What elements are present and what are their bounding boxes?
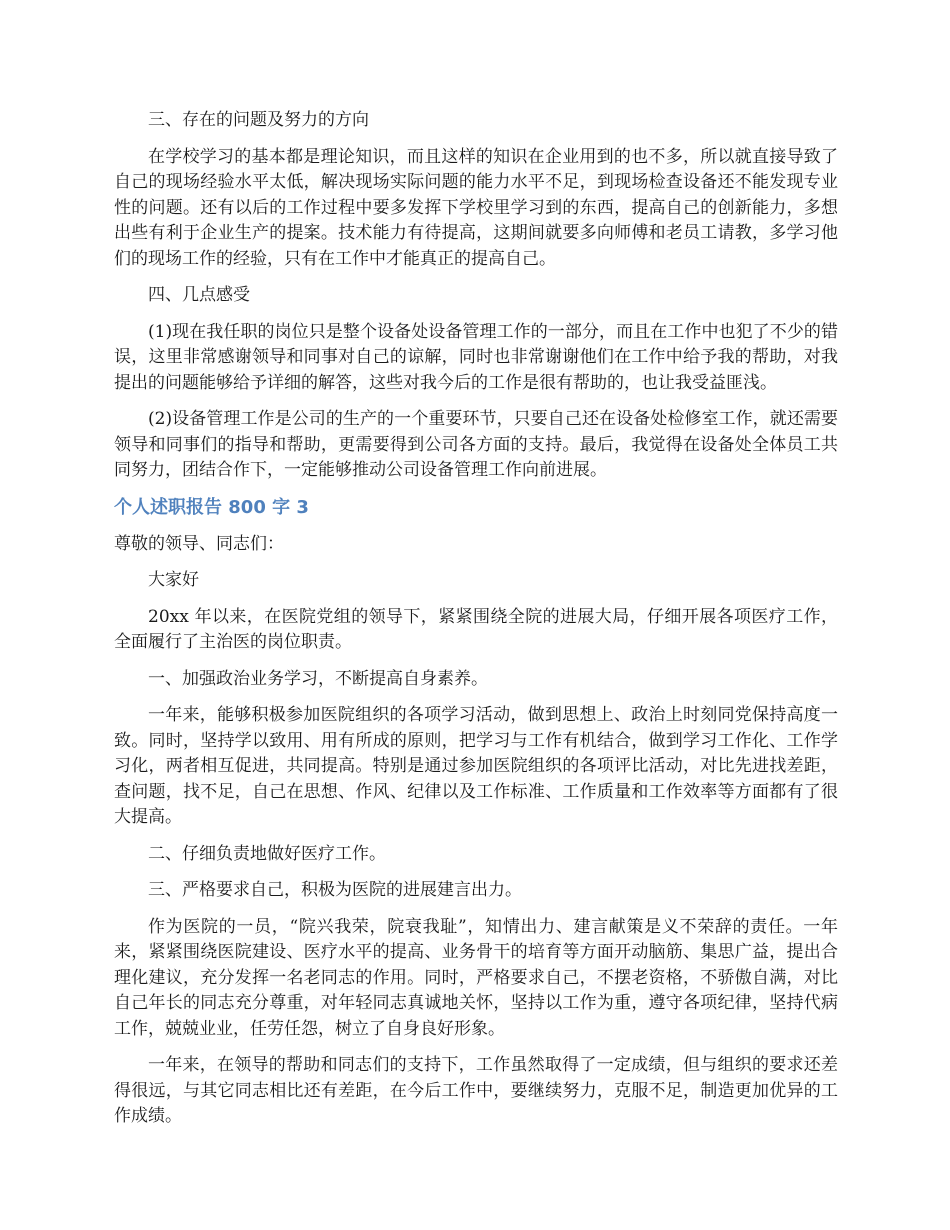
paragraph-feeling-1: (1)现在我任职的岗位只是整个设备处设备管理工作的一部分，而且在工作中也犯了不少的错误，这里非常感谢领导和同事对自己的谅解，同时也非常谢谢他们在工作中给予我的帮助，对我提出的问题能够给予详细的解答，这些对我今后的工作是很有帮助的，也让我受益匪浅。	[114, 321, 838, 393]
paragraph-intro: 20xx 年以来，在医院党组的领导下，紧紧围绕全院的进展大局，仔细开展各项医疗工作，全面履行了主治医的岗位职责。	[114, 606, 838, 652]
paragraph-feeling-2: (2)设备管理工作是公司的生产的一个重要环节，只要自己还在设备处检修室工作，就还需要领导和同事们的指导和帮助，更需要得到公司各方面的支持。最后，我觉得在设备处全体员工共同努力，团结合作下，一定能够推动公司设备管理工作向前进展。	[114, 409, 838, 480]
salutation: 尊敬的领导、同志们：	[114, 533, 284, 554]
section-heading-strict: 三、严格要求自己，积极为医院的进展建言出力。	[148, 880, 522, 900]
paragraph-strict-body: 作为医院的一员，“院兴我荣，院衰我耻”，知情出力、建言献策是义不荣辞的责任。一年来，紧紧围绕医院建设、医疗水平的提高、业务骨干的培育等方面开动脑筋、集思广益，提出合理化建议，充分发挥一名老同志的作用。同时，严格要求自己，不摆老资格，不骄傲自满，对比自己年长的同志充分尊重，对年轻同志真诚地关怀，坚持以工作为重，遵守各项纪律，坚持代病工作，兢兢业业，任劳任怨，树立了自身良好形象。	[114, 916, 838, 1039]
report-title: 个人述职报告 800 字 3	[114, 496, 309, 518]
section-heading-study: 一、加强政治业务学习，不断提高自身素养。	[148, 668, 488, 689]
greeting: 大家好	[148, 570, 199, 590]
paragraph-study-body: 一年来，能够积极参加医院组织的各项学习活动，做到思想上、政治上时刻同党保持高度一致。同时，坚持学以致用、用有所成的原则，把学习与工作有机结合，做到学习工作化、工作学习化，两者相互促进，共同提高。特别是通过参加医院组织的各项评比活动，对比先进找差距，查问题，找不足，自己在思想、作风、纪律以及工作标准、工作质量和工作效率等方面都有了很大提高。	[114, 705, 838, 827]
paragraph-problems-body: 在学校学习的基本都是理论知识，而且这样的知识在企业用到的也不多，所以就直接导致了自己的现场经验水平太低，解决现场实际问题的能力水平不足，到现场检查设备还不能发现专业性的问题。还有以后的工作过程中要多发挥下学校里学习到的东西，提高自己的创新能力，多想出些有利于企业生产的提案。技术能力有待提高，这期间就要多向师傅和老员工请教，多学习他们的现场工作的经验，只有在工作中才能真正的提高自己。	[114, 146, 838, 269]
section-heading-feelings: 四、几点感受	[148, 285, 250, 305]
section-heading-medical: 二、仔细负责地做好医疗工作。	[148, 843, 386, 864]
document-page	[114, 108, 838, 1141]
paragraph-conclusion: 一年来，在领导的帮助和同志们的支持下，工作虽然取得了一定成绩，但与组织的要求还差得很远，与其它同志相比还有差距，在今后工作中，要继续努力，克服不足，制造更加优异的工作成绩。	[114, 1055, 838, 1126]
section-heading-problems: 三、存在的问题及努力的方向	[148, 110, 369, 130]
